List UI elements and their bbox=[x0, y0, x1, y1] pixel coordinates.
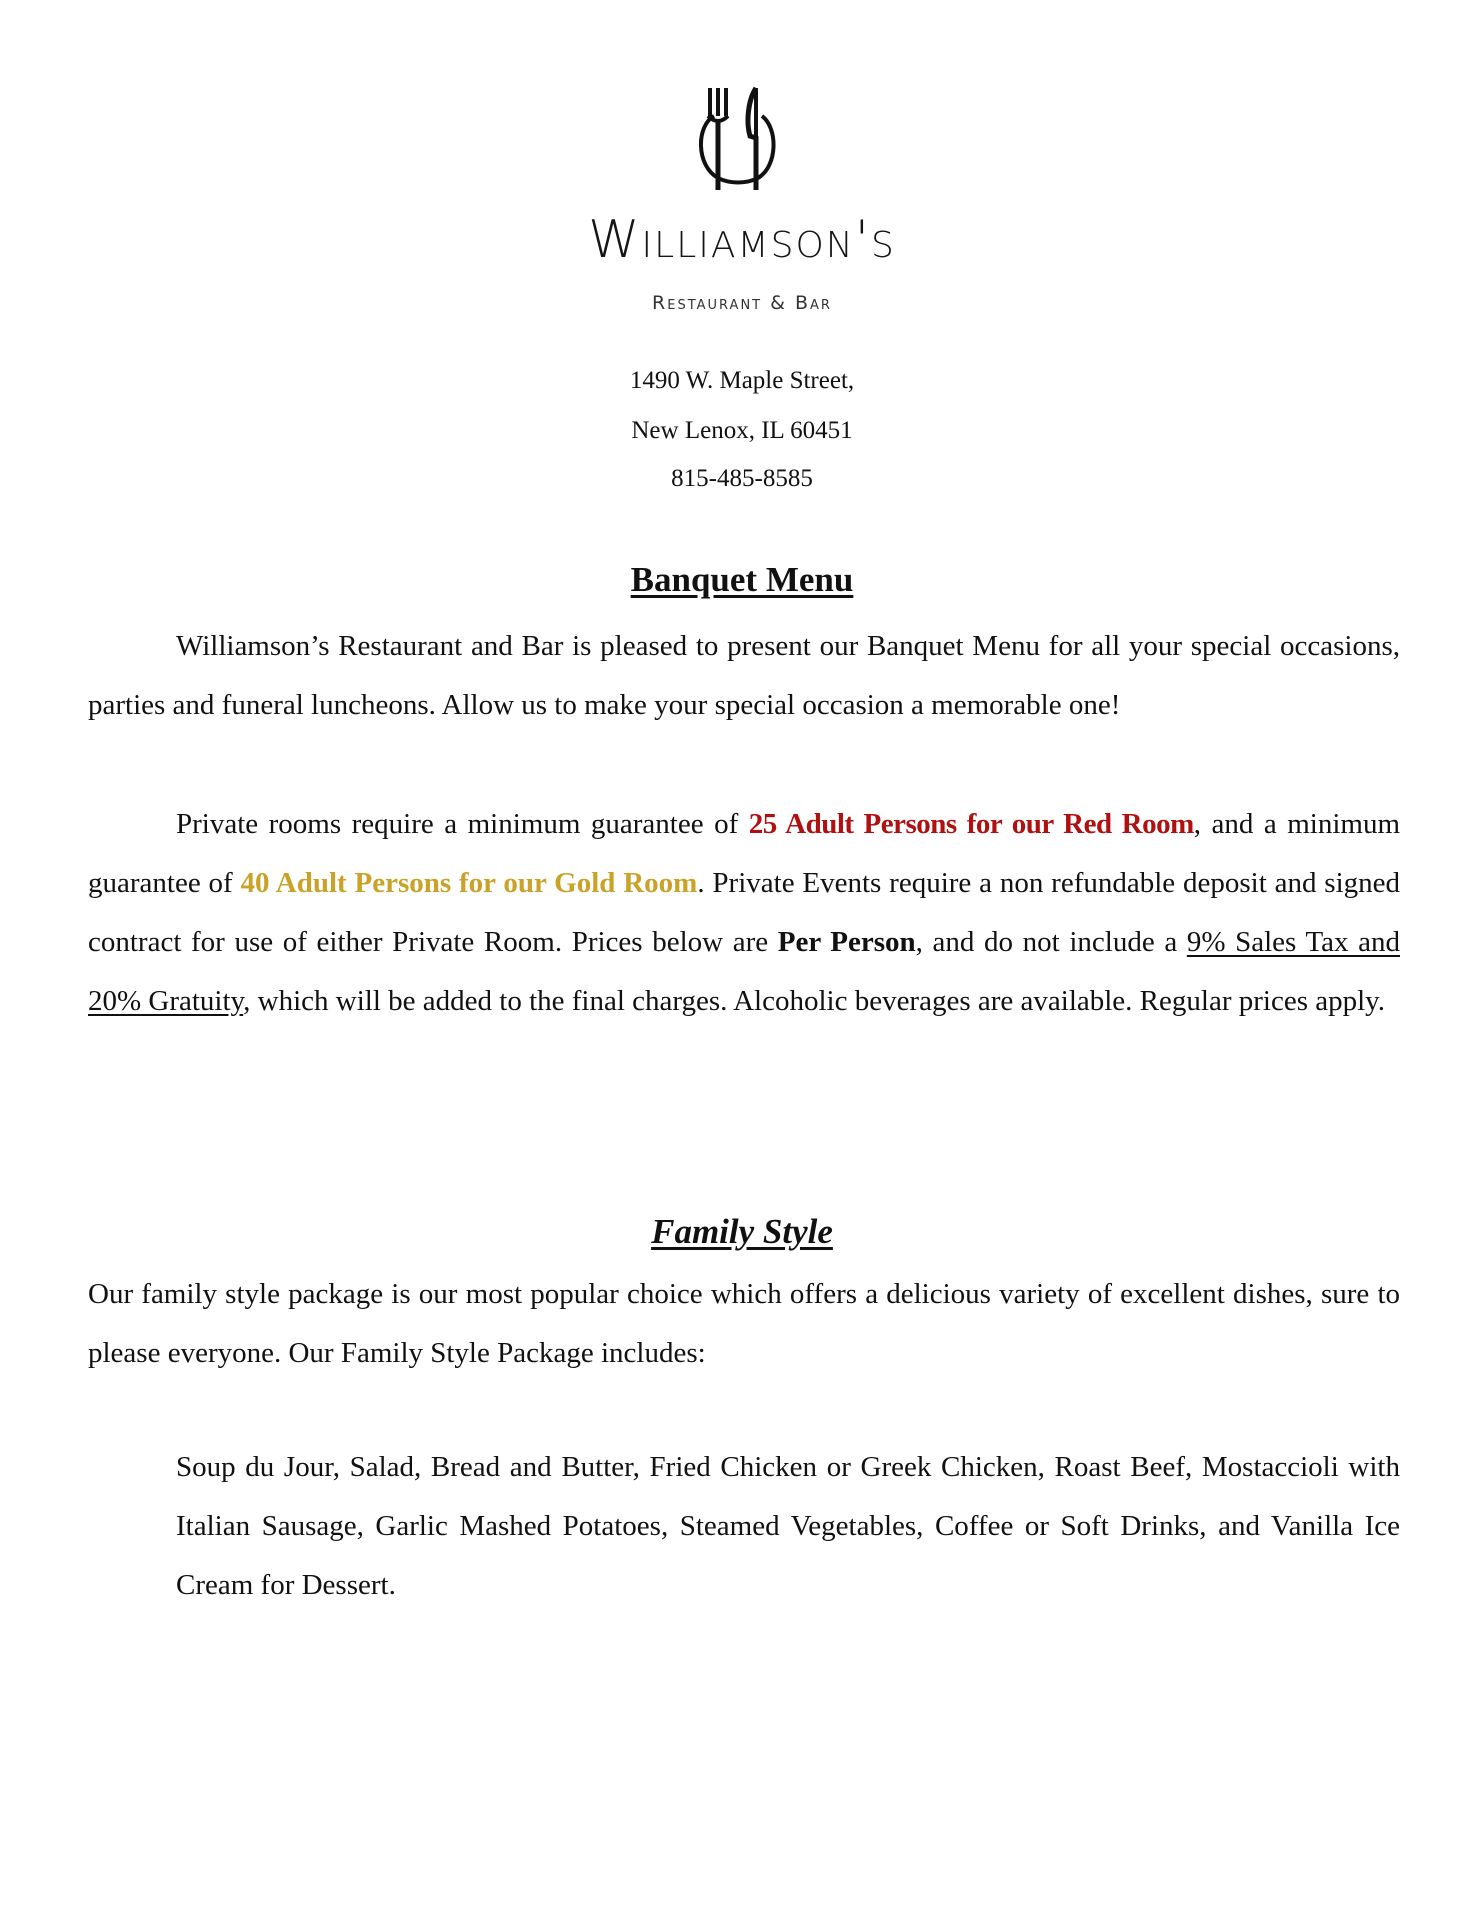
per-person-note: Per Person bbox=[777, 926, 916, 958]
private-text-2: , and a minimum guarantee of bbox=[88, 808, 1401, 899]
family-style-intro: Our family style package is our most popular choice which offers a delicious variety of excellent dishes, sure to please everyone. Our Family Style Package includes: bbox=[88, 1278, 1400, 1369]
red-room-requirement: 25 Adult Persons for our Red Room bbox=[748, 808, 1194, 840]
family-style-heading: Family Style bbox=[651, 1212, 833, 1251]
private-text-4: , and do not include a bbox=[915, 926, 1187, 958]
banquet-menu-heading: Banquet Menu bbox=[630, 560, 854, 599]
brand-name: Williamson's bbox=[588, 210, 896, 270]
address-street: 1490 W. Maple Street, bbox=[629, 367, 855, 394]
family-style-includes: Soup du Jour, Salad, Bread and Butter, Fried Chicken or Greek Chicken, Roast Beef, Mostaccioli with Italian Sausage, Garlic Mashed Potatoes, Steamed Vegetables, Coffee or Soft Drinks, and Vanilla Ice Cream for Dessert. bbox=[176, 1451, 1400, 1601]
banquet-intro-paragraph: Williamson’s Restaurant and Bar is pleased to present our Banquet Menu for all your special occasions, parties and funeral luncheons. Allow us to make your special occasion a memorable one! bbox=[88, 630, 1400, 721]
brand-subtitle: Restaurant & Bar bbox=[652, 292, 832, 314]
fork-knife-plate-icon bbox=[690, 86, 786, 194]
gold-room-requirement: 40 Adult Persons for our Gold Room bbox=[240, 867, 698, 899]
private-text-5: , which will be added to the final charges. Alcoholic beverages are available. Regular prices apply. bbox=[243, 985, 1386, 1017]
tax-gratuity-note: 9% Sales Tax and 20% Gratuity bbox=[88, 926, 1401, 1017]
private-rooms-paragraph bbox=[88, 795, 1400, 1031]
private-text-3: . Private Events require a non refundable deposit and signed contract for use of either Private Room. Prices below are bbox=[88, 867, 1401, 958]
phone-number: 815-485-8585 bbox=[671, 465, 813, 492]
private-text-1: Private rooms require a minimum guarantee of bbox=[176, 808, 749, 840]
address-city: New Lenox, IL 60451 bbox=[631, 417, 853, 444]
